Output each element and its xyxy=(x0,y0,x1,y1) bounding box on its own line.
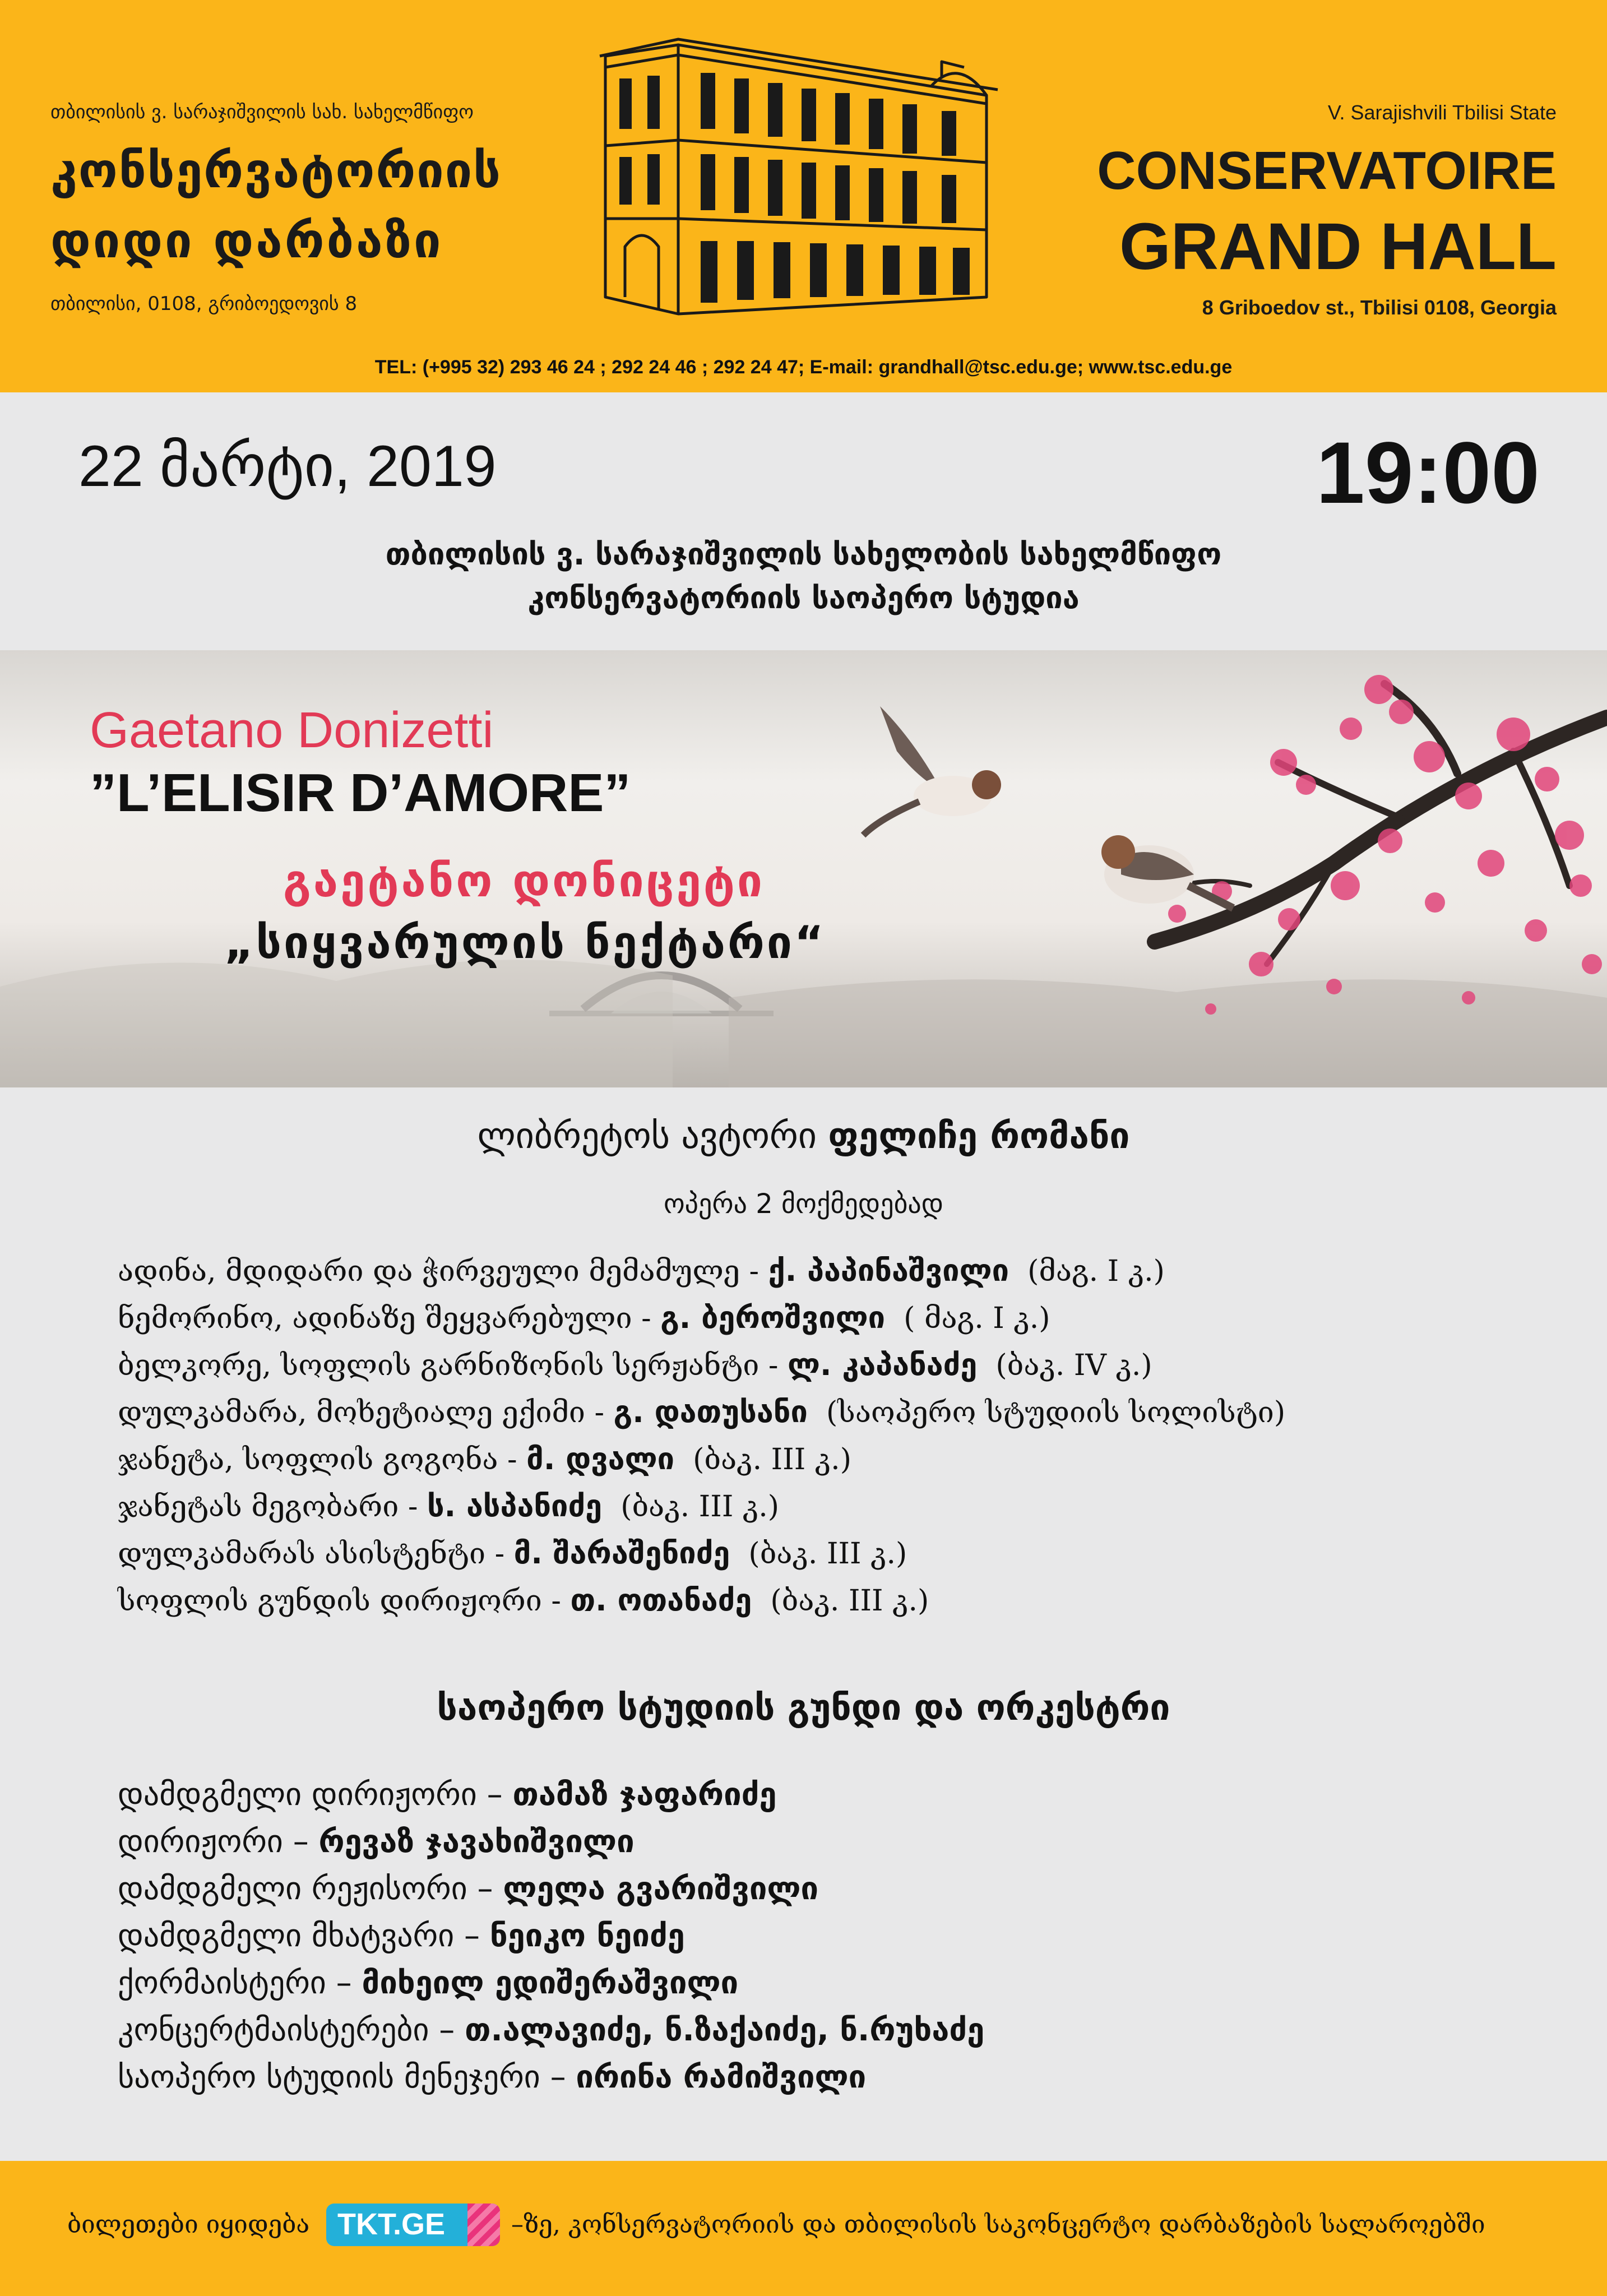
cast-role: ადინა, მდიდარი და ჭირვეული მემამულე - xyxy=(118,1255,768,1288)
tickets-text-pre: ბილეთები იყიდება xyxy=(67,2210,310,2239)
studio-line2: კონსერვატორიის საოპერო სტუდია xyxy=(527,580,1080,615)
staff-role: დამდგმელი რეჟისორი – xyxy=(118,1871,503,1907)
staff-name: ირინა რამიშვილი xyxy=(576,2059,867,2095)
conservatoire-building-illustration xyxy=(594,34,1020,325)
cast-note: (ბაკ. III კ.) xyxy=(748,1537,907,1571)
cast-name: ს. ასპანიძე xyxy=(427,1488,603,1524)
cast-note: ( მაგ. I კ.) xyxy=(904,1302,1050,1335)
tkt-ge-logo-text: TKT.GE xyxy=(337,2207,446,2241)
chorus-orchestra-title: საოპერო სტუდიის გუნდი და ორკესტრი xyxy=(437,1687,1170,1729)
hall-name-en-line2: GRAND HALL xyxy=(1119,210,1557,284)
staff-role: დამდგმელი დირიჟორი – xyxy=(118,1776,513,1813)
staff-name: ნეიკო ნეიძე xyxy=(489,1918,685,1954)
staff-role: საოპერო სტუდიის მენეჯერი – xyxy=(118,2059,576,2095)
cast-note: (მაგ. I კ.) xyxy=(1027,1255,1165,1288)
libretto-credit xyxy=(0,1115,1607,1157)
staff-row xyxy=(118,1818,1519,1866)
opera-banner xyxy=(0,650,1607,1087)
cast-note: (ბაკ. III კ.) xyxy=(620,1490,780,1524)
address-ka: თბილისი, 0108, გრიბოედოვის 8 xyxy=(50,293,358,315)
cast-row xyxy=(118,1530,1519,1577)
tickets-text-post: –ზე, კონსერვატორიის და თბილისის საკონცერტო დარბაზების სალაროებში xyxy=(511,2210,1485,2239)
staff-role: დირიჟორი – xyxy=(118,1823,319,1860)
staff-role: დამდგმელი მხატვარი – xyxy=(118,1918,490,1954)
tkt-ge-logo-badge[interactable] xyxy=(326,2204,500,2246)
cast-role: ბელკორე, სოფლის გარნიზონის სერჟანტი - xyxy=(118,1349,788,1382)
opera-title-en: ”L’ELISIR D’AMORE” xyxy=(90,763,631,823)
staff-list xyxy=(118,1771,1519,2101)
footer-bar xyxy=(0,2161,1607,2296)
hall-name-ka-line1: კონსერვატორიის xyxy=(50,143,502,199)
cast-name: თ. ოთანაძე xyxy=(570,1582,752,1618)
libretto-author: ფელიჩე რომანი xyxy=(828,1115,1130,1157)
org-name-en: V. Sarajishvili Tbilisi State xyxy=(1327,101,1557,124)
staff-row xyxy=(118,1913,1519,1960)
cast-list xyxy=(118,1247,1519,1624)
event-time: 19:00 xyxy=(1316,424,1540,522)
cast-name: ლ. კაპანაძე xyxy=(788,1347,978,1382)
hall-name-ka-line2: დიდი დარბაზი xyxy=(50,213,443,269)
cast-name: მ. დვალი xyxy=(526,1441,675,1476)
staff-name: თ.ალავიძე, ნ.ზაქაიძე, ნ.რუხაძე xyxy=(465,2012,985,2048)
cast-name: ქ. პაპინაშვილი xyxy=(768,1253,1009,1288)
staff-row xyxy=(118,1866,1519,1913)
cast-role: ნემორინო, ადინაზე შეყვარებული - xyxy=(118,1302,661,1335)
staff-row xyxy=(118,1960,1519,2007)
acts-note: ოპერა 2 მოქმედებად xyxy=(663,1188,944,1220)
cast-note: (საოპერო სტუდიის სოლისტი) xyxy=(826,1396,1286,1429)
composer-name-en: Gaetano Donizetti xyxy=(90,702,494,758)
address-en: 8 Griboedov st., Tbilisi 0108, Georgia xyxy=(1202,296,1557,319)
cast-role: დულკამარა, მოხეტიალე ექიმი - xyxy=(118,1396,614,1429)
hall-name-en-line1: CONSERVATOIRE xyxy=(1097,141,1557,201)
cast-row xyxy=(118,1294,1519,1341)
contacts-line: TEL: (+995 32) 293 46 24 ; 292 24 46 ; 292 24 47; E-mail: grandhall@tsc.edu.ge; www.tsc.edu.ge xyxy=(374,357,1233,378)
staff-name: ლელა გვარიშვილი xyxy=(503,1871,819,1907)
cast-note: (ბაკ. III კ.) xyxy=(693,1443,851,1476)
cast-name: გ. დათუსანი xyxy=(613,1394,808,1429)
studio-line1: თბილისის ვ. სარაჯიშვილის სახელობის სახელმწიფო xyxy=(385,536,1222,572)
cast-role: ჯანეტა, სოფლის გოგონა - xyxy=(118,1443,527,1476)
staff-name: თამაზ ჯაფარიძე xyxy=(512,1776,777,1813)
opera-studio-title xyxy=(0,533,1607,620)
staff-name: მიხეილ ედიშერაშვილი xyxy=(362,1965,739,2001)
cast-row xyxy=(118,1483,1519,1530)
staff-name: რევაზ ჯავახიშვილი xyxy=(318,1823,635,1860)
composer-name-ka: გაეტანო დონიცეტი xyxy=(283,855,765,907)
ticket-stub-icon xyxy=(467,2204,500,2246)
staff-row xyxy=(118,2007,1519,2054)
staff-row xyxy=(118,2054,1519,2101)
header-bar xyxy=(0,0,1607,392)
cast-role: დულკამარას ასისტენტი - xyxy=(118,1537,514,1571)
cast-row xyxy=(118,1577,1519,1624)
staff-role: კონცერტმაისტერები – xyxy=(118,2012,465,2048)
cast-row xyxy=(118,1436,1519,1483)
staff-role: ქორმაისტერი – xyxy=(118,1965,362,2001)
cast-note: (ბაკ. IV კ.) xyxy=(995,1349,1152,1382)
org-name-ka: თბილისის ვ. სარაჯიშვილის სახ. სახელმწიფო xyxy=(50,101,474,123)
cast-role: ჯანეტას მეგობარი - xyxy=(118,1490,427,1524)
staff-row xyxy=(118,1771,1519,1818)
cast-note: (ბაკ. III კ.) xyxy=(770,1584,929,1618)
cast-row xyxy=(118,1388,1519,1436)
cast-name: მ. შარაშენიძე xyxy=(513,1535,730,1571)
cast-name: გ. ბეროშვილი xyxy=(660,1300,886,1335)
cast-row xyxy=(118,1247,1519,1294)
libretto-label: ლიბრეტოს ავტორი xyxy=(477,1115,817,1157)
event-date: 22 მარტი, 2019 xyxy=(78,434,497,499)
opera-title-ka: „სიყვარულის ნექტარი“ xyxy=(224,916,826,969)
cast-row xyxy=(118,1341,1519,1388)
cast-role: სოფლის გუნდის დირიჟორი - xyxy=(118,1584,571,1618)
